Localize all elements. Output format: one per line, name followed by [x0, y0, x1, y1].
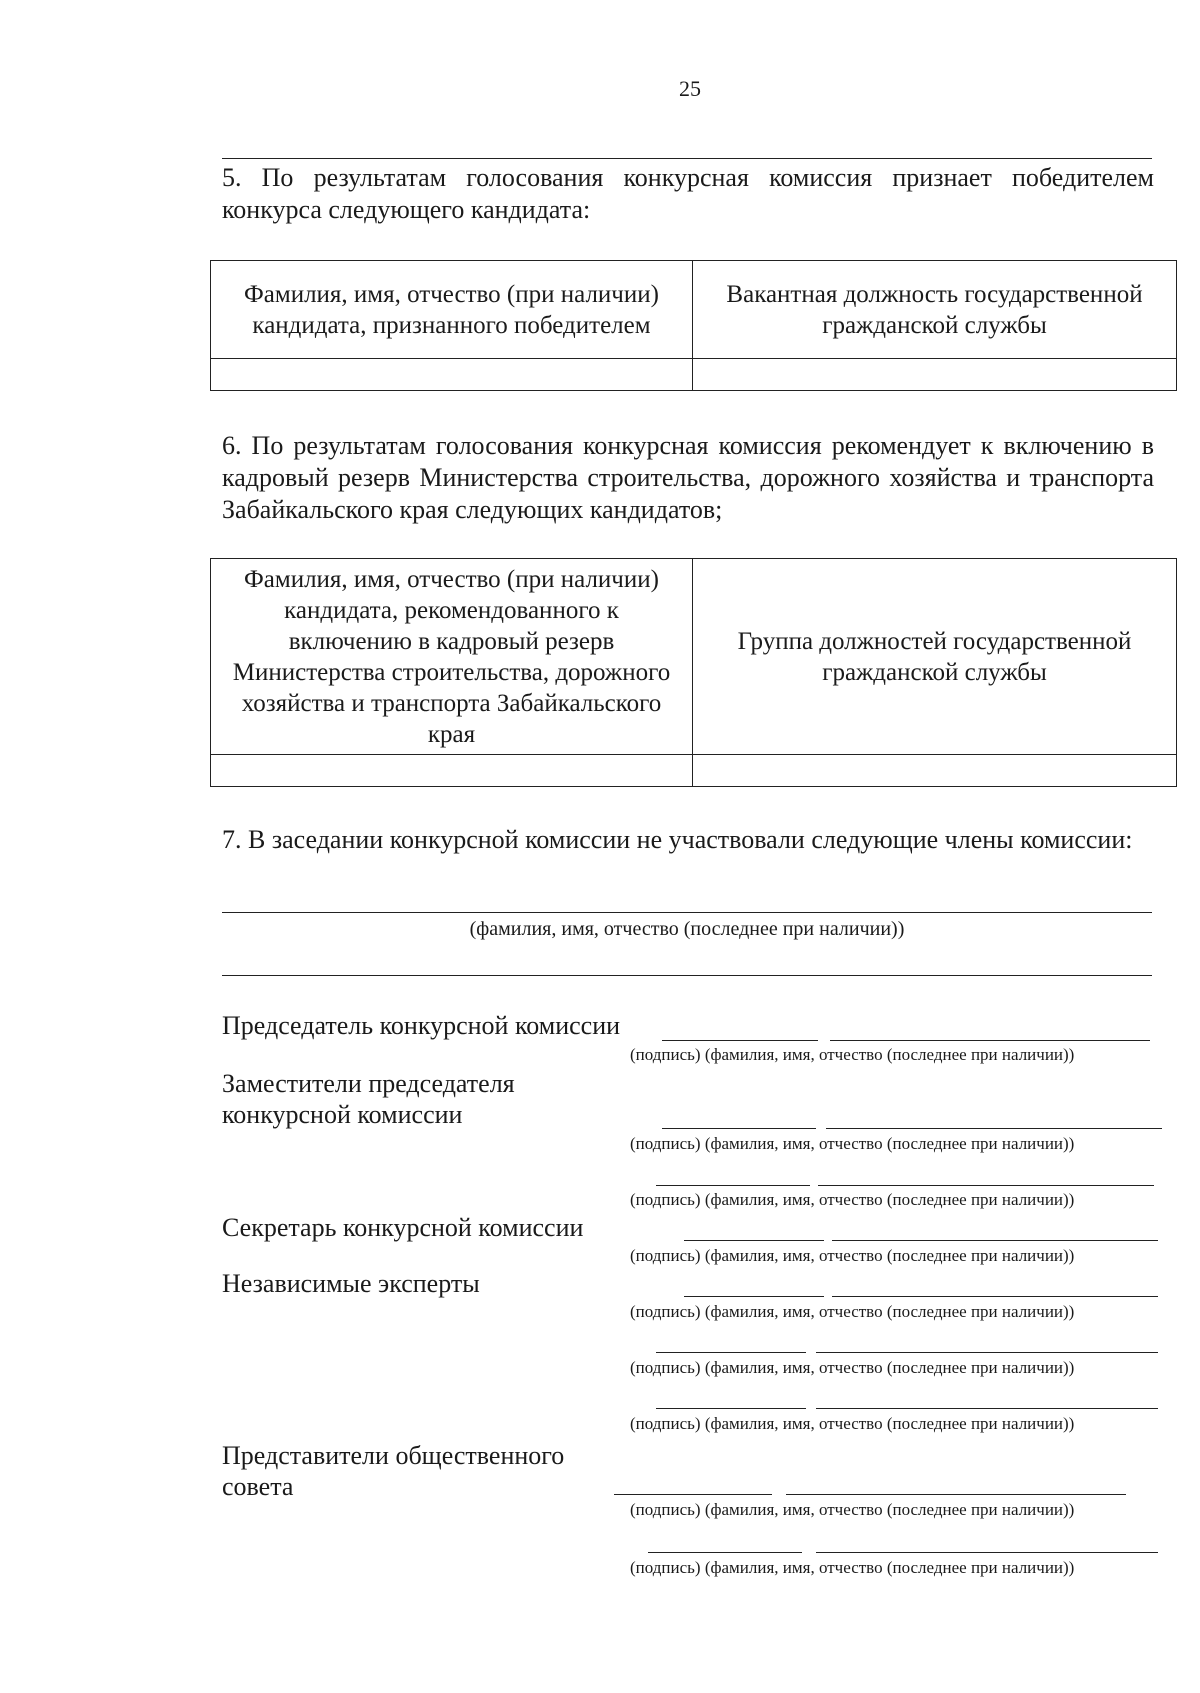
reserve-table-cell-group[interactable] — [693, 755, 1177, 787]
absent-members-line-2[interactable] — [222, 975, 1152, 976]
winner-table-cell-position[interactable] — [693, 359, 1177, 391]
secretary-name-line[interactable] — [832, 1240, 1158, 1241]
deputy-2-signature-line[interactable] — [656, 1185, 810, 1186]
reserve-table-header-group: Группа должностей государственной гражданской службы — [693, 559, 1177, 755]
expert-2-signature-line[interactable] — [656, 1352, 806, 1353]
council-2-signature-caption: (подпись) (фамилия, имя, отчество (последнее при наличии)) — [630, 1558, 1075, 1577]
winner-table — [210, 260, 1177, 391]
reserve-table-header-name: Фамилия, имя, отчество (при наличии) кандидата, рекомендованного к включению в кадровый резерв Министерства строительства, дорожного хозяйства и транспорта Забайкальского края — [211, 559, 693, 755]
secretary-label: Секретарь конкурсной комиссии — [222, 1213, 584, 1242]
section-7-text: 7. В заседании конкурсной комиссии не участвовали следующие члены комиссии: — [222, 825, 1133, 854]
absent-members-line[interactable] — [222, 912, 1152, 913]
deputy-1-signature-line[interactable] — [662, 1128, 816, 1129]
section-5-text: 5. По результатам голосования конкурсная комиссия признает победителем конкурса следующего кандидата: — [222, 163, 1154, 224]
secretary-signature-caption: (подпись) (фамилия, имя, отчество (последнее при наличии)) — [630, 1246, 1075, 1265]
table-row — [211, 755, 1177, 787]
deputies-label: Заместители председателя конкурсной комиссии — [222, 1069, 515, 1129]
reserve-table-cell-name[interactable] — [211, 755, 693, 787]
council-2-name-line[interactable] — [816, 1552, 1158, 1553]
expert-2-name-line[interactable] — [816, 1352, 1158, 1353]
council-1-signature-line[interactable] — [614, 1494, 772, 1495]
chairman-name-line[interactable] — [830, 1040, 1150, 1041]
expert-1-signature-line[interactable] — [684, 1296, 824, 1297]
winner-table-header-name: Фамилия, имя, отчество (при наличии) кандидата, признанного победителем — [211, 261, 693, 359]
council-1-signature-caption: (подпись) (фамилия, имя, отчество (последнее при наличии)) — [630, 1500, 1075, 1519]
public-council-label: Представители общественного совета — [222, 1441, 565, 1501]
header-rule — [222, 158, 1152, 159]
deputy-1-name-line[interactable] — [826, 1128, 1162, 1129]
expert-3-signature-line[interactable] — [656, 1408, 806, 1409]
expert-1-name-line[interactable] — [832, 1296, 1158, 1297]
expert-3-signature-caption: (подпись) (фамилия, имя, отчество (последнее при наличии)) — [630, 1414, 1075, 1433]
deputy-1-signature-caption: (подпись) (фамилия, имя, отчество (последнее при наличии)) — [630, 1134, 1075, 1153]
expert-2-signature-caption: (подпись) (фамилия, имя, отчество (последнее при наличии)) — [630, 1358, 1075, 1377]
expert-3-name-line[interactable] — [816, 1408, 1158, 1409]
council-2-signature-line[interactable] — [648, 1552, 802, 1553]
chairman-signature-line[interactable] — [662, 1040, 818, 1041]
winner-table-header-position: Вакантная должность государственной гражданской службы — [693, 261, 1177, 359]
section-6-text: 6. По результатам голосования конкурсная комиссия рекомендует к включению в кадровый резерв Министерства строительства, дорожного хозяйства и транспорта Забайкальского края следующих кандидатов; — [222, 431, 1154, 524]
chairman-signature-caption: (подпись) (фамилия, имя, отчество (последнее при наличии)) — [630, 1045, 1075, 1064]
council-1-name-line[interactable] — [786, 1494, 1126, 1495]
chairman-label: Председатель конкурсной комиссии — [222, 1011, 621, 1040]
experts-label: Независимые эксперты — [222, 1269, 480, 1298]
table-row — [211, 359, 1177, 391]
winner-table-cell-name[interactable] — [211, 359, 693, 391]
page-number: 25 — [679, 76, 701, 101]
absent-members-caption: (фамилия, имя, отчество (последнее при наличии)) — [469, 918, 905, 940]
deputy-2-name-line[interactable] — [818, 1185, 1154, 1186]
secretary-signature-line[interactable] — [684, 1240, 824, 1241]
deputy-2-signature-caption: (подпись) (фамилия, имя, отчество (последнее при наличии)) — [630, 1190, 1075, 1209]
expert-1-signature-caption: (подпись) (фамилия, имя, отчество (последнее при наличии)) — [630, 1302, 1075, 1321]
reserve-table — [210, 558, 1177, 787]
